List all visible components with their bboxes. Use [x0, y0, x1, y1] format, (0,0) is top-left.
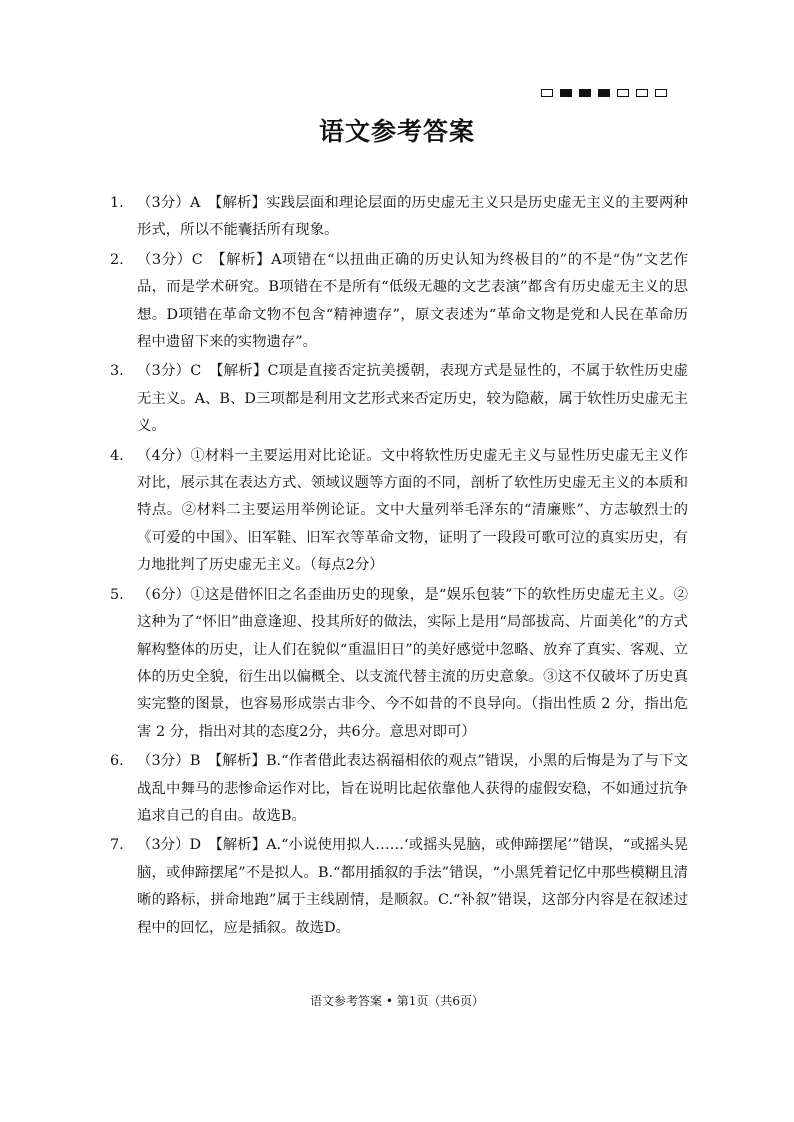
answer-number: 4.	[110, 447, 124, 464]
answer-item	[110, 443, 688, 580]
answer-text: （3分）A 【解析】实践层面和理论层面的历史虚无主义只是历史虚无主义的主要两种形式，所以不能囊括所有现象。	[137, 195, 688, 239]
answer-item	[110, 190, 688, 245]
code-box	[655, 89, 667, 97]
answer-item	[110, 358, 688, 440]
page-footer: 语文参考答案 • 第1页（共6页）	[310, 994, 484, 1008]
exam-code-boxes	[541, 89, 667, 97]
answer-number: 6.	[110, 753, 124, 770]
answer-text: （6分）①这是借怀旧之名歪曲历史的现象，是“娱乐包装”下的软性历史虚无主义。②这种为了“怀旧”曲意逢迎、投其所好的做法，实际上是用“局部拔高、片面美化”的方式解构整体的历史，让人们在貌似“重温旧日”的美好感觉中忽略、放弃了真实、客观、立体的历史全貌，衍生出以偏概全、以支流代替主流的历史意象。③这不仅破坏了历史真实完整的图景，也容易形成崇古非今、今不如昔的不良导向。（指出性质 2 分，指出危害 2 分，指出对其的态度2分，共6分。意思对即可）	[137, 586, 688, 740]
answer-text: （3分）C 【解析】A项错在“以扭曲正确的历史认知为终极目的”的不是“伪”文艺作品，而是学术研究。B项错在不是所有“低级无趣的文艺表演”都含有历史虚无主义的思想。D项错在革命文物不包含“精神遗存”，原文表述为“革命文物是党和人民在革命历程中遗留下来的实物遗存”。	[137, 251, 688, 351]
code-box	[598, 89, 610, 97]
code-box	[541, 89, 553, 97]
answer-text: （3分）B 【解析】B.“作者借此表达祸福相依的观点”错误，小黑的后悔是为了与下文战乱中舞马的悲惨命运作对比，旨在说明比起依靠他人获得的虚假安稳，不如通过抗争追求自己的自由。故选B。	[137, 753, 688, 824]
page-title: 语文参考答案	[318, 117, 475, 146]
answer-item	[110, 247, 688, 357]
answer-number: 7.	[110, 837, 124, 854]
answer-number: 5.	[110, 586, 124, 603]
answer-item	[110, 582, 688, 746]
answer-text: （3分）C 【解析】C项是直接否定抗美援朝，表现方式是显性的，不属于软性历史虚无主义。A、B、D三项都是利用文艺形式来否定历史，较为隐蔽，属于软性历史虚无主义。	[137, 363, 688, 435]
code-box	[560, 89, 572, 97]
answer-item	[110, 748, 688, 830]
answer-number: 1.	[110, 195, 124, 211]
answer-number: 2.	[110, 251, 124, 268]
code-box	[617, 89, 629, 97]
code-box	[636, 89, 648, 97]
answer-item	[110, 832, 688, 942]
code-box	[579, 89, 591, 97]
answer-list	[110, 190, 688, 944]
answer-text: （4分）①材料一主要运用对比论证。文中将软性历史虚无主义与显性历史虚无主义作对比，展示其在表达方式、领域议题等方面的不同，剖析了软性历史虚无主义的本质和特点。②材料二主要运用举例论证。文中大量列举毛泽东的“清廉账”、方志敏烈士的《可爱的中国》、旧军鞋、旧军衣等革命文物，证明了一段段可歌可泣的真实历史，有力地批判了历史虚无主义。（每点2分）	[137, 447, 688, 574]
answer-number: 3.	[110, 363, 124, 380]
answer-text: （3分）D 【解析】A.“小说使用拟人……‘或摇头晃脑，或伸蹄摆尾’”错误，“或摇头晃脑，或伸蹄摆尾”不是拟人。B.“都用插叙的手法”错误，“小黑凭着记忆中那些模糊且清晰的路标，拼命地跑”属于主线剧情，是顺叙。C.“补叙”错误，这部分内容是在叙述过程中的回忆，应是插叙。故选D。	[137, 837, 688, 936]
